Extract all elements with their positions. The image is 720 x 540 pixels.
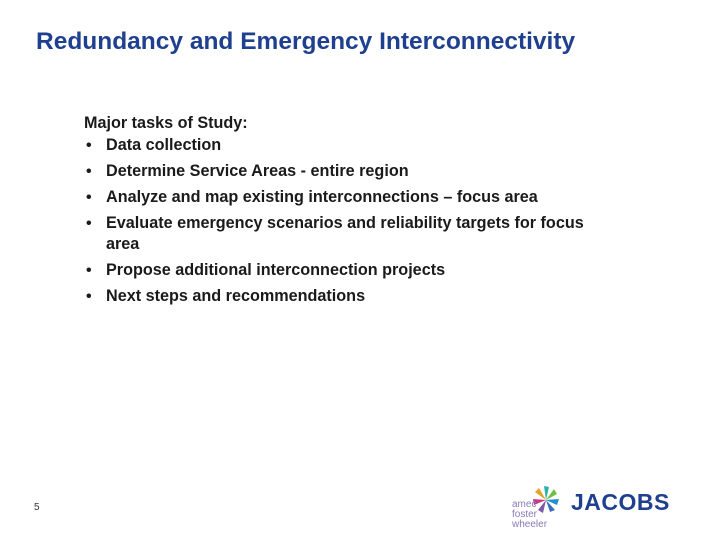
bullet-icon: • xyxy=(86,215,92,232)
bullet-icon: • xyxy=(86,189,92,206)
task-list xyxy=(84,135,604,307)
bullet-icon: • xyxy=(86,288,92,305)
list-item: • Propose additional interconnection projects xyxy=(86,261,446,279)
list-item: • Next steps and recommendations xyxy=(86,287,366,305)
bullet-icon: • xyxy=(86,137,92,154)
amec-foster-wheeler-wordmark: amec foster wheeler xyxy=(512,499,548,530)
jacobs-logo: JACOBS xyxy=(571,489,670,515)
slide-body xyxy=(84,111,604,312)
intro-text: Major tasks of Study: xyxy=(84,114,248,132)
slide-title: Redundancy and Emergency Interconnectivity xyxy=(36,28,576,55)
list-item: • Analyze and map existing interconnections – focus area xyxy=(86,188,538,206)
list-item: • Determine Service Areas - entire region xyxy=(86,162,409,180)
bullet-icon: • xyxy=(86,262,92,279)
bullet-icon: • xyxy=(86,163,92,180)
page-number: 5 xyxy=(34,502,40,513)
list-item: • Data collection xyxy=(86,136,222,154)
list-item: • Evaluate emergency scenarios and reliability targets for focus area xyxy=(86,214,584,253)
